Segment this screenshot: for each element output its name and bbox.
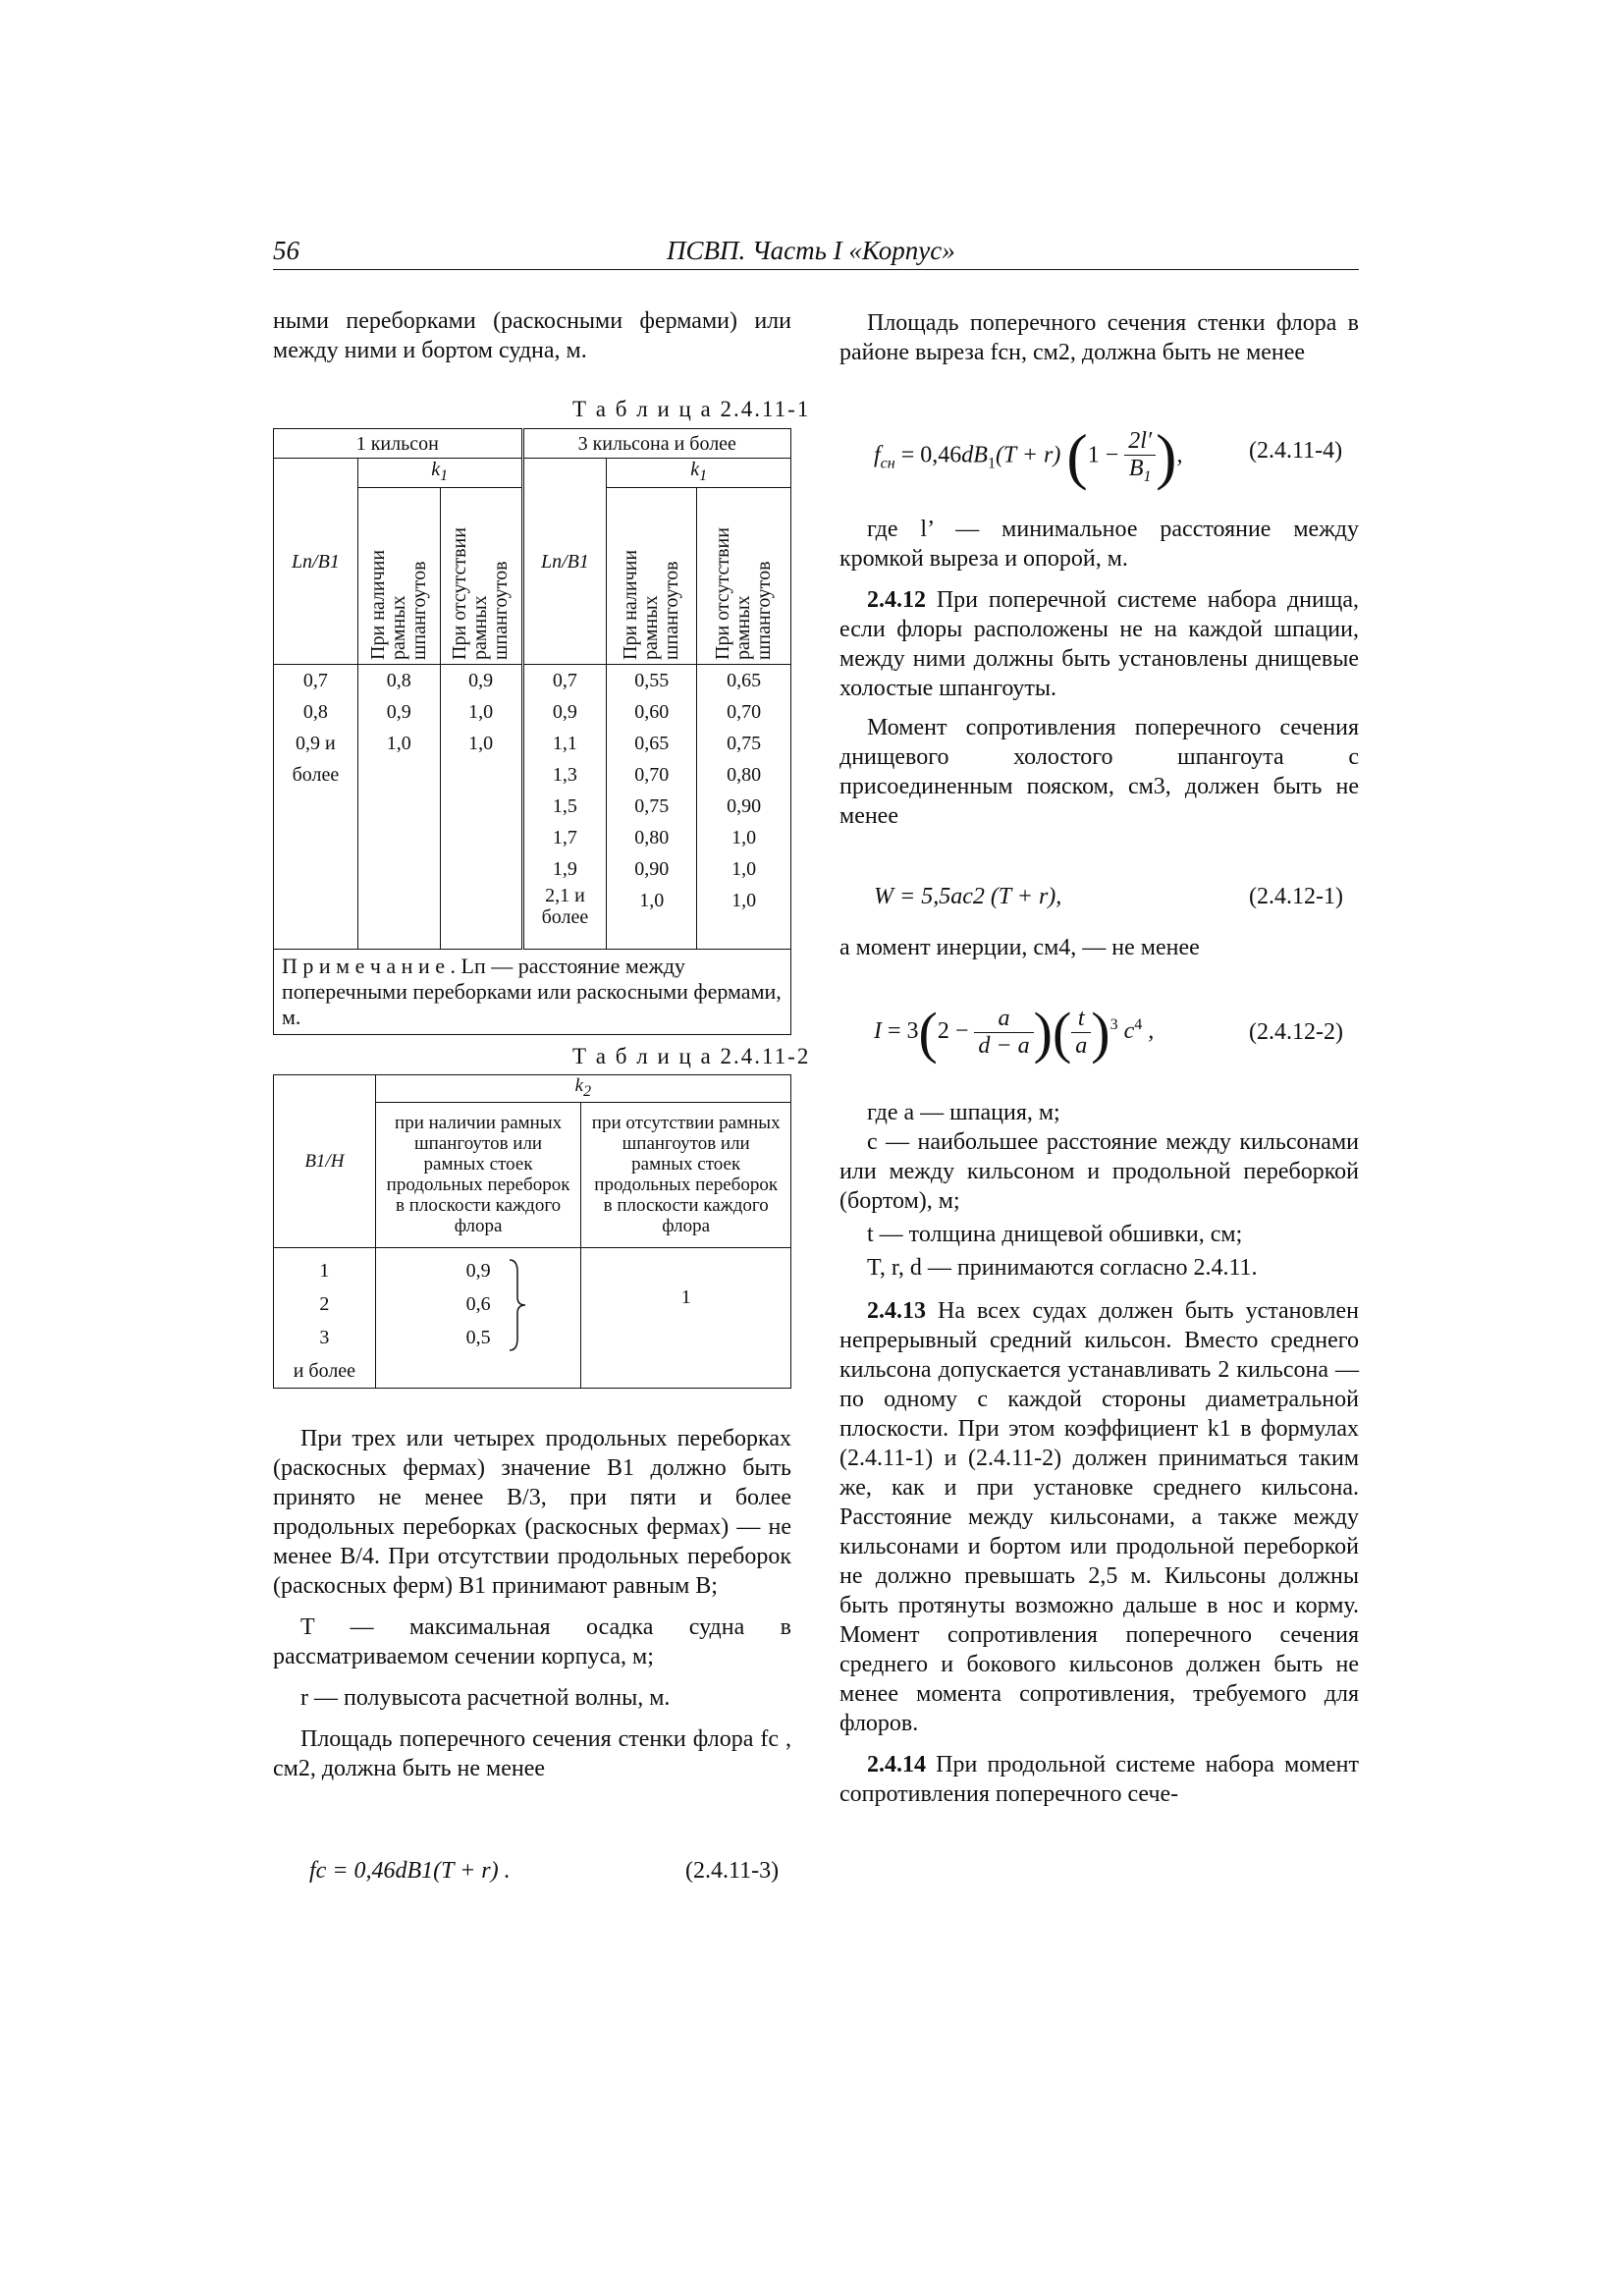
table1-note: П р и м е ч а н и е . Lп — расстояние между поперечными переборками или раскосными фермами, м. <box>274 950 791 1035</box>
table-2-4-11-1 <box>273 428 791 1035</box>
para-b1: При трех или четырех продольных переборках (раскосных фермах) значение B1 должно быть принято не менее B/3, при пяти и более продольных переборках (раскосных фермах) — не менее B/4. При отсутствии продольных переборок (раскосных ферм) B1 принимают равным B; <box>273 1426 791 1599</box>
g1-ratio-cell: 0,7 0,8 0,9 и более <box>274 665 358 950</box>
col-without-frames: при отсутствии рамных шпангоутов или рамных стоек продольных переборок в плоскости каждого флора <box>581 1102 791 1247</box>
left-intro: ными переборками (раскосными фермами) или между ними и бортом судна, м. <box>273 308 791 363</box>
right-body-2 <box>839 1098 1359 1809</box>
b1h-values: 1 2 3 и более <box>274 1247 376 1388</box>
para-fc: Площадь поперечного сечения стенки флора fс , см2, должна быть не менее <box>273 1726 791 1781</box>
para-t: T — максимальная осадка судна в рассматриваемом сечении корпуса, м; <box>273 1614 791 1669</box>
group-2-header: 3 кильсона и более <box>522 429 790 459</box>
g2-without-cell: 0,65 0,70 0,75 0,80 0,90 1,0 1,0 1,0 <box>697 665 791 950</box>
col-without-1: При отсутствии рамных шпангоутов <box>440 488 522 665</box>
k1-header-1: $k_1$ <box>357 459 522 488</box>
col-ratio-1: Lп/B1 <box>274 459 358 665</box>
para-moment: Момент сопротивления поперечного сечения днищевого холостого шпангоута с присоединенным пояском, см3, должен быть не менее <box>839 715 1359 829</box>
formula-2-4-12-2-number: (2.4.12-2) <box>1249 1019 1343 1045</box>
where-trd: T, r, d — принимаются согласно 2.4.11. <box>867 1255 1258 1281</box>
table-2-4-11-2 <box>273 1074 791 1389</box>
formula-2-4-11-4-number: (2.4.11-4) <box>1249 438 1343 464</box>
g1-with-cell: 0,8 0,9 1,0 <box>357 665 440 950</box>
page-number: 56 <box>273 236 299 265</box>
formula-2-4-11-3-number: (2.4.11-3) <box>685 1858 780 1884</box>
section-2-4-14: 2.4.14 При продольной системе набора момент сопротивления поперечного сече- <box>839 1752 1359 1807</box>
where-a: где a — шпация, м; <box>867 1100 1060 1125</box>
k2-header: $k_2$ <box>375 1075 790 1103</box>
right-top <box>839 308 1359 367</box>
brace-icon <box>508 1258 527 1352</box>
col-b1h: B1/H <box>274 1075 376 1248</box>
formula-2-4-12-1-number: (2.4.12-1) <box>1249 884 1343 909</box>
formula-2-4-11-3: fс = 0,46dB1(T + r) . <box>309 1858 511 1884</box>
without-value-cell: 1 <box>581 1247 791 1388</box>
g1-without-cell: 0,9 1,0 1,0 <box>440 665 522 950</box>
where-t: t — толщина днищевой обшивки, см; <box>867 1222 1243 1247</box>
para-r: r — полувысота расчетной волны, м. <box>300 1685 671 1711</box>
col-with-frames: при наличии рамных шпангоутов или рамных стоек продольных переборок в плоскости каждого флора <box>375 1102 581 1247</box>
header-rule <box>273 269 1359 270</box>
table1-caption: Т а б л и ц а 2.4.11-1 <box>572 397 811 421</box>
col-with-2: При наличии рамных шпангоутов <box>607 488 697 665</box>
col-ratio-2: Lп/B1 <box>522 459 607 665</box>
right-body-1 <box>839 515 1359 831</box>
col-with-1: При наличии рамных шпангоутов <box>357 488 440 665</box>
formula-2-4-12-1: W = 5,5ac2 (T + r), <box>874 884 1062 909</box>
group-1-header: 1 кильсон <box>274 429 523 459</box>
formula-2-4-12-2: I = 3(2 − $\frac{a}{d - a}$ )( $\frac{t}{a}$ )$^3$ $c^4$ , <box>874 1001 1155 1065</box>
running-title: ПСВП. Часть I «Корпус» <box>667 236 955 265</box>
where-c: c — наибольшее расстояние между кильсонами или между кильсоном и продольной переборкой (бортом), м; <box>839 1129 1359 1214</box>
para-inertia: а момент инерции, см4, — не менее <box>839 935 1200 960</box>
section-2-4-13: 2.4.13 На всех судах должен быть установлен непрерывный средний кильсон. Вместо среднего кильсона допускается устанавливать 2 кильсона — по одному с каждой стороны диаметральной плоскости. При этом коэффициент k1 в формулах (2.4.11-1) и (2.4.11-2) должен приниматься таким же, как и при установке среднего кильсона. Расстояние между кильсонами, а также между кильсонами и бортом или продольной переборкой не должно превышать 2,5 м. Кильсоны должны быть протянуты возможно дальше в нос и корму. Момент сопротивления поперечного сечения среднего и бокового кильсонов должен быть не менее момента сопротивления, требуемого для флоров. <box>839 1298 1360 1736</box>
table2-caption: Т а б л и ц а 2.4.11-2 <box>572 1044 811 1068</box>
formula-2-4-11-4: $f_{сн} = 0,46dB_1(T + r) (1$ − $\frac{2l'}{B_1}$ ), <box>874 421 1183 491</box>
with-values-cell: 0,9 0,6 0,5 <box>375 1247 581 1388</box>
g2-with-cell: 0,55 0,60 0,65 0,70 0,75 0,80 0,90 1,0 <box>607 665 697 950</box>
section-2-4-12: 2.4.12 При поперечной системе набора днища, если флоры расположены не на каждой шпации, между ними должны быть установлены днищевые холостые шпангоуты. <box>839 587 1359 701</box>
k1-header-2: $k_1$ <box>607 459 791 488</box>
g2-ratio-cell: 0,7 0,9 1,1 1,3 1,5 1,7 1,9 2,1 и более <box>522 665 607 950</box>
col-without-2: При отсутствии рамных шпангоутов <box>697 488 791 665</box>
left-body <box>273 1424 791 1783</box>
para-lprime: где l’ — минимальное расстояние между кромкой выреза и опорой, м. <box>839 517 1359 572</box>
para-fsn: Площадь поперечного сечения стенки флора в районе выреза fсн, см2, должна быть не менее <box>839 310 1359 365</box>
